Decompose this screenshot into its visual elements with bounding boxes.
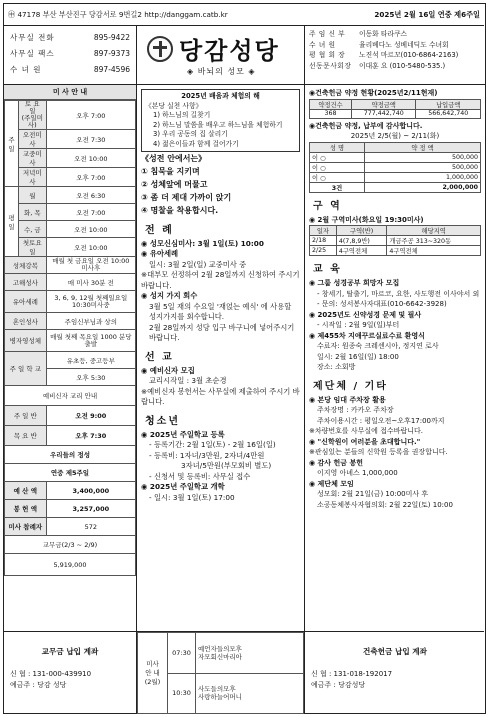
office-fax-row — [10, 45, 130, 61]
office-contacts — [4, 26, 137, 84]
groups-item: ◉ 제단체 모임 — [309, 479, 354, 488]
youth-item: ◉ 2025년 주일학교 등록 — [141, 429, 225, 439]
liturgy-item: 2월 28일까지 성당 입구 바구니에 넣어주시기 바랍니다. — [149, 322, 295, 342]
staff-value: 이동화 타라쿠스 — [359, 30, 408, 39]
mass-time: 오전 10:00 — [46, 238, 135, 257]
district-cell: 개금주공 313~320동 — [387, 236, 481, 246]
sacrament-name: 병자영성체 — [5, 330, 47, 352]
motto-item: 2) 하느님 말씀을 배우고 하느님을 체험하기 — [153, 120, 283, 129]
fund-thanks-period: 2025년 2/5(월) ~ 2/11(화) — [350, 132, 440, 140]
office-fax: 897-9373 — [93, 48, 130, 58]
mass-day: 첫토요일 — [19, 238, 47, 257]
mission-item: 교리시작일 : 3월 초순경 — [149, 376, 227, 385]
groups-item: ◉ "신학원이 여러분을 초대합니다." — [309, 437, 421, 446]
fund-cell: 368 — [310, 109, 352, 118]
sacrament-name: 혼인성사 — [5, 313, 47, 330]
mass-intention-time: 10:30 — [168, 673, 196, 714]
motto-title: 2025년 배움과 체험의 해 — [181, 92, 260, 100]
office-phone-label: 사무실 전화 — [10, 32, 55, 42]
fund-thanks-title: ◉건축헌금 약정, 납부에 감사합니다. — [309, 121, 423, 130]
dues-label: 교무금(2/3 ~ 2/9) — [5, 536, 136, 554]
youth-item: 3자녀/5만원(부모회비 별도) — [181, 461, 272, 470]
middle-column — [137, 84, 305, 631]
education-item: 장소: 소회방 — [317, 363, 356, 371]
mass-time: 오후 7:00 — [46, 101, 135, 130]
liturgy-item: ◉ 성지 가지 회수 — [141, 291, 198, 300]
staff-role: 주 임 신 부 — [309, 30, 346, 39]
chapel-rule: ② 성체앞에 머물고 — [141, 179, 208, 189]
mass-intention-group: 예언자들의모후 자모회신마리아 — [196, 633, 304, 674]
footer — [4, 631, 484, 713]
masthead — [137, 26, 305, 84]
mass-name: 오전미사 — [19, 130, 47, 149]
weekday-group-label: 평일 — [5, 187, 19, 257]
offering-value: 3,257,000 — [46, 500, 135, 518]
fund-thanks-table — [309, 142, 481, 193]
sunday-school-label: 주 일 학 교 — [5, 352, 47, 386]
education-item: - 시작일 : 2월 9일(일)부터 — [317, 321, 400, 329]
staff-row — [309, 39, 481, 50]
district-header: 일자 — [310, 226, 337, 236]
catechumen-class: 목 요 반 — [5, 426, 47, 446]
mass-name: 저녁미사 — [19, 168, 47, 187]
fund-title: ◉건축헌금 약정 현황(2025년2/11현재) — [309, 89, 438, 97]
mass-intention — [137, 632, 305, 714]
liturgy-item: ◉ 유아세례 — [141, 249, 179, 258]
district-cell: 4구역전체 — [387, 246, 481, 256]
sacrament-name: 유아세례 — [5, 291, 47, 313]
district-table — [309, 225, 481, 256]
groups-item: 주차이용시간 : 평일오전~오후17:00까지 — [317, 416, 445, 425]
district-header: 해당지역 — [387, 226, 481, 236]
staff-value: 율리베다노 성베네딕도 수녀회 — [359, 40, 449, 49]
district-cell: 4(7,8,9반) — [336, 236, 387, 246]
building-fund-account — [305, 632, 485, 714]
chapel-title: 《성전 안에서는》 — [141, 154, 207, 163]
mass-schedule-title: 미 사 안 내 — [4, 85, 136, 100]
mass-name: 교중미사 — [19, 149, 47, 168]
chapel-rule: ③ 좀 더 제대 가까이 앉기 — [141, 192, 232, 202]
education-item: ◉ 제455차 지애꾸르실료수료 환영식 — [309, 331, 425, 340]
catechumen-class: 주 일 반 — [5, 406, 47, 426]
education-heading: 교 육 — [313, 264, 342, 275]
youth-item: - 신청서 및 등록비: 사무실 접수 — [149, 471, 251, 481]
fund-cell: 777,442,740 — [352, 109, 416, 118]
groups-item: ◉ 감사 헌금 봉헌 — [309, 458, 363, 467]
sacrament-name: 성체강복 — [5, 257, 47, 274]
groups-item: 소공동체봉사자협의회: 2월 22일(토) 10:00 — [317, 500, 453, 509]
mass-schedule-table — [4, 100, 136, 576]
liturgy-item: ◉ 성모신심미사: 3월 1일(토) 10:00 — [141, 238, 264, 248]
education-item: - 창세기, 탈출기, 마르코, 요한, 사도행전 이사야서 외 — [317, 289, 480, 298]
mass-time: 오후 7:00 — [46, 168, 135, 187]
sunday-group-label: 주일 — [5, 101, 19, 187]
offering-label: 봉 헌 액 — [5, 500, 47, 518]
motto-subtitle: 《본당 실천 사항》 — [145, 101, 203, 110]
education-item: ◉ 2025년도 신약성경 문제 및 필사 — [309, 310, 422, 319]
offering-label: 미사 참례자 — [5, 518, 47, 536]
motto-item: 1) 하느님의 길찾기 — [153, 111, 211, 119]
youth-item: - 등록기간: 2월 1일(토) - 2월 16일(일) — [149, 440, 276, 449]
staff-row — [309, 60, 481, 71]
motto-item: 4) 젊은이들과 함께 걸어가기 — [153, 139, 239, 148]
staff-role: 평 협 회 장 — [309, 51, 346, 60]
district-cell: 2/18 — [310, 236, 337, 246]
bulletin-page — [3, 3, 486, 714]
school-time: 오후 5:30 — [46, 369, 135, 386]
donor-total-count: 3건 — [310, 182, 365, 192]
building-account-number: 신 협 : 131-018-192017 — [311, 670, 393, 678]
offering-label: 예 산 액 — [5, 482, 47, 500]
mass-day: 화, 목 — [19, 204, 47, 221]
staff-row — [309, 28, 481, 39]
church-name: 당감성당 — [179, 36, 280, 65]
sacrament-info: 매월 첫 금요일 오전 10:00 미사후 — [46, 257, 135, 274]
right-column — [305, 84, 485, 631]
donor-name: 이 ○ — [310, 152, 365, 162]
education-item: 수료자: 원종숙 크레센시아, 정지연 로사 — [317, 342, 439, 350]
liturgy-item: 일시: 3월 2일(일) 교중미사 중 — [149, 259, 247, 269]
youth-item: - 일시: 3월 1일(토) 17:00 — [149, 492, 235, 502]
staff-value: 노진석 마르꼬(010-6864-2163) — [359, 51, 459, 60]
mission-heading: 선 교 — [145, 351, 174, 363]
offering-title: 우리들의 정성 — [5, 446, 136, 464]
mass-intention-time: 07:30 — [168, 633, 196, 674]
catechumen-time: 오전 9:00 — [46, 406, 135, 426]
donor-total-amount: 2,000,000 — [364, 182, 480, 192]
youth-item: - 등록비: 1자녀/3만원, 2자녀/4만원 — [149, 450, 265, 460]
district-heading: 구 역 — [313, 200, 342, 212]
mission-item: ※예비신자 봉헌서는 사무실에 제출하여 주시기 바랍니다. — [141, 386, 300, 406]
liturgy-item: 3월 5일 재의 수요일 '재얹는 예식' 에 사용할 성지가지를 회수합니다. — [149, 301, 292, 321]
fund-thanks-header: 성 명 — [310, 142, 365, 152]
fund-thanks-header: 약 정 액 — [364, 142, 480, 152]
offering-week: 연중 제5주일 — [5, 464, 136, 482]
groups-item: ※차량번호를 사무실에 접수바랍니다. — [309, 427, 423, 435]
dues-account-title: 교무금 납입 계좌 — [41, 647, 99, 656]
mass-time: 오전 6:30 — [46, 187, 135, 204]
church-address: ㊥ 47178 부산 부산진구 당감서로 9번길2 http://danggam.catb.kr — [8, 9, 228, 19]
mass-time: 오전 7:30 — [46, 130, 135, 149]
donor-name: 이 ○ — [310, 172, 365, 182]
left-column — [4, 84, 137, 631]
convent-phone-row — [10, 61, 130, 77]
education-item: ◉ 그룹 성경공부 희망자 모집 — [309, 279, 400, 287]
offering-value: 3,400,000 — [46, 482, 135, 500]
groups-item: 이지영 아녜스 1,000,000 — [317, 469, 398, 477]
dues-account-number: 신 협 : 131-000-439910 — [10, 670, 92, 678]
liturgy-heading: 전 례 — [145, 224, 174, 236]
chapel-rule: ④ 명찰을 착용합시다. — [141, 205, 219, 215]
mass-name: 토 요 일 (주일미사) — [19, 101, 47, 130]
office-phone: 895-9422 — [93, 32, 130, 42]
groups-heading: 제단체 / 기타 — [313, 380, 388, 392]
building-account-holder: 예금주 : 당감성당 — [311, 680, 366, 689]
district-cell: 4구역전체 — [336, 246, 387, 256]
fund-header: 약정건수 — [310, 99, 352, 109]
school-group: 유초등, 중고등부 — [46, 352, 135, 369]
offering-value: 572 — [46, 518, 135, 536]
groups-item: 성모회: 2월 21일(금) 10:00미사 후 — [317, 490, 429, 498]
convent-phone-label: 수 녀 원 — [10, 64, 42, 74]
district-cell: 2/25 — [310, 246, 337, 256]
donor-amount: 500,000 — [364, 162, 480, 172]
dues-value: 5,919,000 — [5, 554, 136, 576]
mass-time: 오전 10:00 — [46, 221, 135, 238]
sacrament-info: 3, 6, 9, 12월 첫째일요일10:30미사중 — [46, 291, 135, 313]
groups-item: ※관심있는 분들의 신학원 등록을 권장합니다. — [309, 448, 448, 456]
district-subtitle: ◉ 2월 구역미사(화요일 19:30미사) — [309, 215, 424, 224]
education-item: 일시: 2월 16일(일) 18:00 — [317, 352, 399, 361]
sacrament-info: 주임신부님과 상의 — [46, 313, 135, 330]
sacrament-name: 고해성사 — [5, 274, 47, 291]
groups-item: 주차장명 : 카카오 주차장 — [317, 406, 394, 414]
donor-amount: 1,000,000 — [364, 172, 480, 182]
staff-role: 수 녀 원 — [309, 40, 336, 49]
office-phone-row — [10, 29, 130, 45]
office-fax-label: 사무실 팩스 — [10, 48, 55, 58]
motto-item: 3) 우리 공동의 집 살리기 — [153, 130, 228, 138]
sacrament-info: 매 미사 30분 전 — [46, 274, 135, 291]
dues-account-holder: 예금주 : 당감 성당 — [10, 680, 67, 689]
mass-time: 오전 10:00 — [46, 149, 135, 168]
fund-header: 납입금액 — [416, 99, 481, 109]
mass-day: 월 — [19, 187, 47, 204]
mass-time: 오전 7:00 — [46, 204, 135, 221]
donor-amount: 500,000 — [364, 152, 480, 162]
issue-date: 2025년 2월 16일 연중 제6주일 — [374, 9, 480, 19]
groups-item: ◉ 본당 임대 주차장 활용 — [309, 395, 386, 404]
mission-item: ◉ 예비신자 모집 — [141, 365, 195, 375]
staff-list — [305, 26, 485, 84]
liturgy-item: ※대부모 선정하여 2월 28일까지 신청하여 주시기 바랍니다. — [141, 270, 300, 290]
staff-role: 선동문사회장 — [309, 61, 352, 70]
fund-header: 약정금액 — [352, 99, 416, 109]
convent-phone: 897-4596 — [93, 64, 130, 74]
fund-table — [309, 99, 481, 119]
staff-row — [309, 49, 481, 60]
building-account-title: 건축헌금 납입 계좌 — [363, 647, 427, 656]
mass-intention-table — [137, 632, 304, 714]
youth-item: ◉ 2025년 주일학교 개학 — [141, 482, 225, 491]
mass-day: 수, 금 — [19, 221, 47, 238]
catechumen-time: 오후 7:30 — [46, 426, 135, 446]
church-patron: ◈ 바뇌의 성모 ◈ — [187, 67, 256, 76]
donor-name: 이 ○ — [310, 162, 365, 172]
staff-value: 이대훈 요 (010-5480-535.) — [359, 61, 446, 70]
church-logo-icon — [147, 36, 173, 62]
education-item: - 문의: 성서봉사자대표(010-6642-3928) — [317, 300, 447, 308]
fund-cell: 566,642,740 — [416, 109, 481, 118]
mass-intention-group: 사도들의모후 사랑하늘어머니 — [196, 673, 304, 714]
chapel-rule: ① 침묵을 지키며 — [141, 166, 200, 176]
dues-account — [4, 632, 137, 714]
mass-intention-label: 미사 안 내 (2월) — [138, 633, 168, 714]
district-header: 구역(반) — [336, 226, 387, 236]
top-bar — [4, 4, 484, 26]
catechumen-title: 예비신자 교리 안내 — [5, 386, 136, 406]
motto-box — [141, 89, 300, 152]
sacrament-info: 매월 첫째 목요일 1000 분당 출발 — [46, 330, 135, 352]
youth-heading: 청소년 — [145, 415, 180, 427]
